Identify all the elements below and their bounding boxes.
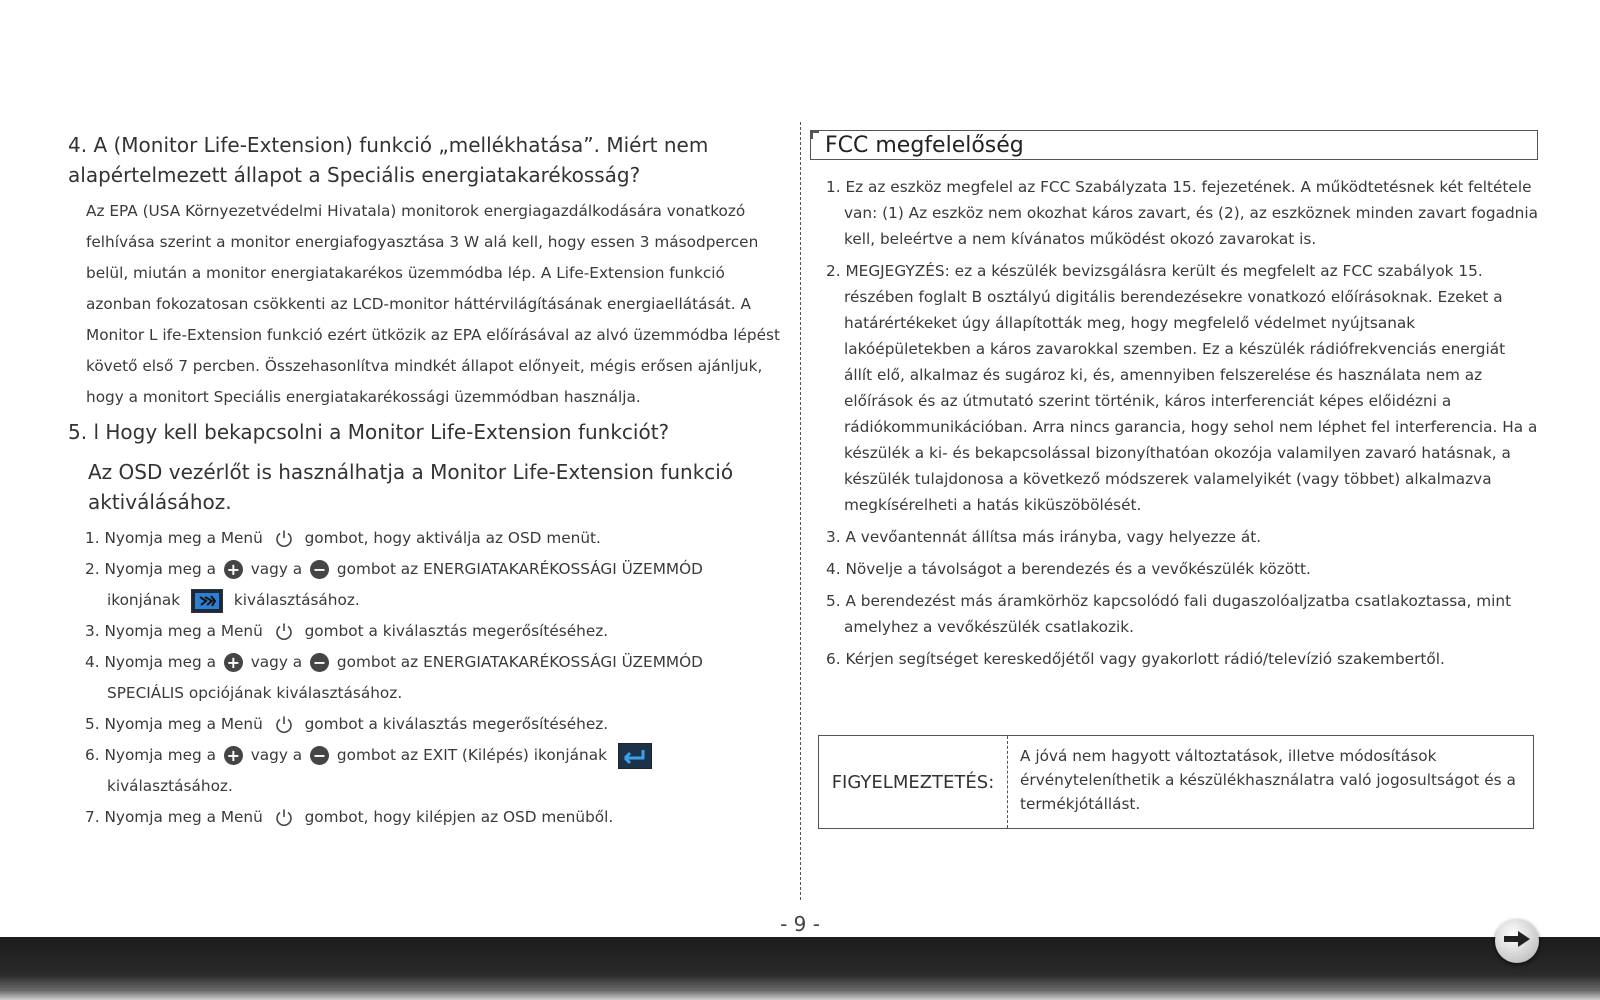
energy-saving-mode-icon [191, 589, 223, 613]
footer-bar [0, 937, 1600, 1000]
step-text: gombot a kiválasztás megerősítéséhez. [304, 622, 609, 640]
warning-label: FIGYELMEZTETÉS: [819, 736, 1008, 828]
next-page-button[interactable] [1495, 919, 1539, 963]
question-4-answer: Az EPA (USA Környezetvédelmi Hivatala) monitorok energiagazdálkodására vonatkozó felhívása szerint a monitor energiafogyasztása 3 W alá kell, hogy essen 3 másodpercen belül, miután a monitor energiatakarékos üzemmódba lép. A Life-Extension funkció azonban fokozatosan csökkenti az LCD-monitor háttérvilágításának energiaellátását. A Monitor L ife-Extension funkció ezért ütközik az EPA előírásával az alvó üzemmódba lépést követő első 7 percben. Összehasonlítva mindkét állapot előnyeit, mégis erősen ajánljuk, hogy a monitort Speciális energiatakarékossági üzemmódban használja. [86, 202, 780, 406]
question-4-line1: 4. A (Monitor Life-Extension) funkció „mellékhatása”. Miért nem [68, 133, 709, 157]
plus-button-icon: + [224, 560, 243, 579]
step-5 [85, 709, 780, 740]
question-5-heading: 5. l Hogy kell bekapcsolni a Monitor Life-Extension funkciót? [68, 420, 670, 444]
osd-steps-list [85, 523, 780, 833]
step-6 [85, 740, 780, 802]
step-7 [85, 802, 780, 833]
step-text: vagy a [250, 560, 303, 578]
exit-icon [618, 743, 652, 769]
fcc-item: 6. Kérjen segítséget kereskedőjétől vagy gyakorlott rádió/televízió szakembertől. [826, 650, 1445, 668]
question-5-lead: Az OSD vezérlőt is használhatja a Monitor Life-Extension funkció aktiválásához. [88, 460, 734, 514]
step-text: gombot a kiválasztás megerősítéséhez. [304, 715, 609, 733]
step-text: kiválasztásához. [107, 777, 233, 795]
next-page-arrow-icon [1502, 929, 1532, 953]
plus-button-icon: + [224, 653, 243, 672]
step-2 [85, 554, 780, 616]
step-text: 3. Nyomja meg a Menü [85, 622, 263, 640]
warning-box [818, 735, 1534, 829]
power-button-icon [274, 622, 294, 642]
fcc-item: 1. Ez az eszköz megfelel az FCC Szabályzata 15. fejezetének. A működtetésnek két feltétele van: (1) Az eszköz nem okozhat káros zavart, és (2), az eszköznek minden zavart fogadnia kell, beleértve a nem kívánatos működést okozó zavarokat is. [826, 178, 1539, 248]
step-text: 1. Nyomja meg a Menü [85, 529, 263, 547]
minus-button-icon: − [310, 746, 329, 765]
question-4-heading [68, 130, 780, 190]
step-text: gombot az ENERGIATAKARÉKOSSÁGI ÜZEMMÓD [336, 653, 703, 671]
step-text: SPECIÁLIS opciójának kiválasztásához. [107, 684, 403, 702]
minus-button-icon: − [310, 653, 329, 672]
column-divider [800, 122, 801, 900]
step-text: 5. Nyomja meg a Menü [85, 715, 263, 733]
warning-text: A jóvá nem hagyott változtatások, illetve módosítások érvényteleníthetik a készülékhasználatra való jogosultságot és a termékjótállást. [1020, 747, 1516, 813]
fcc-item: 2. MEGJEGYZÉS: ez a készülék bevizsgálásra került és megfelelt az FCC szabályok 15. részében foglalt B osztályú digitális berendezésekre vonatkozó előírásoknak. Ezeket a határértékeket úgy állapították meg, hogy megfelelő védelmet nyújtsanak lakóépületekben a káros zavarokkal szemben. Ez a készülék rádiófrekvenciás energiát állít elő, alkalmaz és sugároz ki, és, amennyiben felszerelése és használata nem az előírások és az útmutató szerint történik, káros interferenciát képes előidézni a rádiókommunikációban. Arra nincs garancia, hogy sehol nem léphet fel interferencia. Ha a készülék a ki- és bekapcsolással bizonyíthatóan okozója valamilyen zavaró hatásnak, a készülék tulajdonosa a következő módszerek valamelyikét (vagy többet) alkalmazva megkísérelheti a hatás kiküszöbölését. [826, 262, 1538, 514]
step-text: vagy a [250, 653, 303, 671]
step-text: vagy a [250, 746, 303, 764]
power-button-icon [274, 529, 294, 549]
step-1 [85, 523, 780, 554]
fcc-item: 5. A berendezést más áramkörhöz kapcsolódó fali dugaszolóaljzatba csatlakoztassa, mint amelyhez a vevőkészülék csatlakozik. [826, 592, 1512, 636]
plus-button-icon: + [224, 746, 243, 765]
step-text: ikonjának [107, 591, 181, 609]
minus-button-icon: − [310, 560, 329, 579]
step-3 [85, 616, 780, 647]
fcc-list [826, 174, 1538, 672]
step-text: kiválasztásához. [233, 591, 360, 609]
fcc-item: 3. A vevőantennát állítsa más irányba, vagy helyezze át. [826, 528, 1262, 546]
question-4-line2: alapértelmezett állapot a Speciális energiatakarékosság? [68, 163, 641, 187]
step-text: 2. Nyomja meg a [85, 560, 216, 578]
power-button-icon [274, 715, 294, 735]
power-button-icon [274, 808, 294, 828]
step-text: gombot az EXIT (Kilépés) ikonjának [336, 746, 607, 764]
step-text: gombot, hogy aktiválja az OSD menüt. [304, 529, 601, 547]
step-text: 4. Nyomja meg a [85, 653, 216, 671]
step-text: gombot az ENERGIATAKARÉKOSSÁGI ÜZEMMÓD [336, 560, 703, 578]
step-4 [85, 647, 780, 709]
step-text: 6. Nyomja meg a [85, 746, 216, 764]
step-text: 7. Nyomja meg a Menü [85, 808, 263, 826]
right-column [808, 130, 1538, 678]
fcc-section-title: FCC megfelelőség [810, 130, 1538, 160]
fcc-item: 4. Növelje a távolságot a berendezés és a vevőkészülék között. [826, 560, 1311, 578]
left-column [68, 130, 780, 833]
step-text: gombot, hogy kilépjen az OSD menüből. [304, 808, 614, 826]
page-number: - 9 - [780, 912, 820, 936]
